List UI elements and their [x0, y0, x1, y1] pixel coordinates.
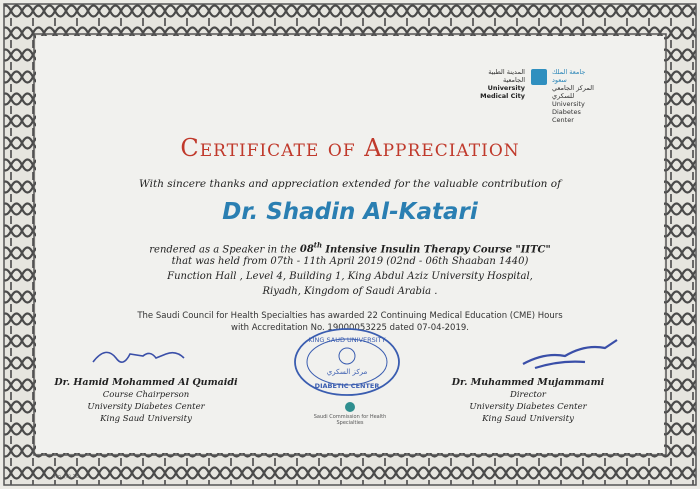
line1-prefix: rendered as a Speaker in the — [149, 244, 297, 256]
certificate-title: Certificate of Appreciation — [180, 134, 520, 162]
diabetic-center-stamp — [292, 326, 402, 398]
speaker-line — [36, 241, 664, 255]
stamp-center-text: مركز السكري — [326, 368, 368, 376]
signature-right — [515, 334, 625, 376]
center-english: University Diabetes Center — [552, 100, 585, 124]
signatory-right-org: King Saud University — [482, 414, 574, 424]
stamp-top-text: KING SAUD UNIVERSITY — [308, 336, 386, 344]
signatory-left — [36, 377, 256, 425]
location-line: Riyadh, Kingdom of Saudi Arabia . — [262, 286, 438, 297]
signatory-right-name: Dr. Muhammed Mujammami — [451, 377, 605, 388]
stamp-bottom-text: DIABETIC CENTER — [314, 382, 380, 390]
university-arabic: جامعة الملك سعود — [552, 68, 586, 84]
scfhs-logo-text: Saudi Commission for Health Specialties — [313, 414, 387, 426]
center-arabic: المركز الجامعي للسكري — [552, 84, 594, 100]
signatory-left-name: Dr. Hamid Mohammed Al Qumaidi — [54, 377, 238, 388]
university-diabetes-center-logo — [552, 68, 600, 124]
date-line: that was held from 07th - 11th April 2019 (02nd - 06th Shaaban 1440) — [171, 256, 529, 267]
signatory-left-dept: University Diabetes Center — [87, 402, 205, 412]
signatory-right — [418, 377, 638, 425]
signatory-right-dept: University Diabetes Center — [469, 402, 587, 412]
signature-left — [88, 340, 198, 375]
footer-number: No. (0) 10 — [54, 474, 79, 480]
signatory-right-role: Director — [510, 390, 546, 400]
org-english: University Medical City — [480, 84, 525, 100]
cme-line-1: The Saudi Council for Health Specialties has awarded 22 Continuing Medical Education (CME) Hours — [137, 311, 563, 321]
university-medical-city-logo — [465, 68, 525, 100]
recipient-name: Dr. Shadin Al-Katari — [222, 199, 478, 225]
org-arabic: المدينة الطبية الجامعية — [488, 68, 525, 84]
scfhs-logo-icon — [345, 402, 355, 412]
line1-ordinal: 08 — [299, 244, 314, 256]
cme-line-2: with Accreditation No. 19000053225 dated 07-04-2019. — [231, 323, 469, 333]
line1-ordinal-sup: th — [313, 241, 323, 250]
intro-text: With sincere thanks and appreciation extended for the valuable contribution of — [139, 178, 561, 190]
venue-line: Function Hall , Level 4, Building 1, King Abdul Aziz University Hospital, — [167, 271, 533, 282]
course-name: Intensive Insulin Therapy Course "IITC" — [325, 244, 551, 256]
ksu-logo-icon — [531, 69, 547, 85]
signatory-left-role: Course Chairperson — [102, 390, 190, 400]
scfhs-logo — [300, 402, 400, 426]
signatory-left-org: King Saud University — [100, 414, 192, 424]
